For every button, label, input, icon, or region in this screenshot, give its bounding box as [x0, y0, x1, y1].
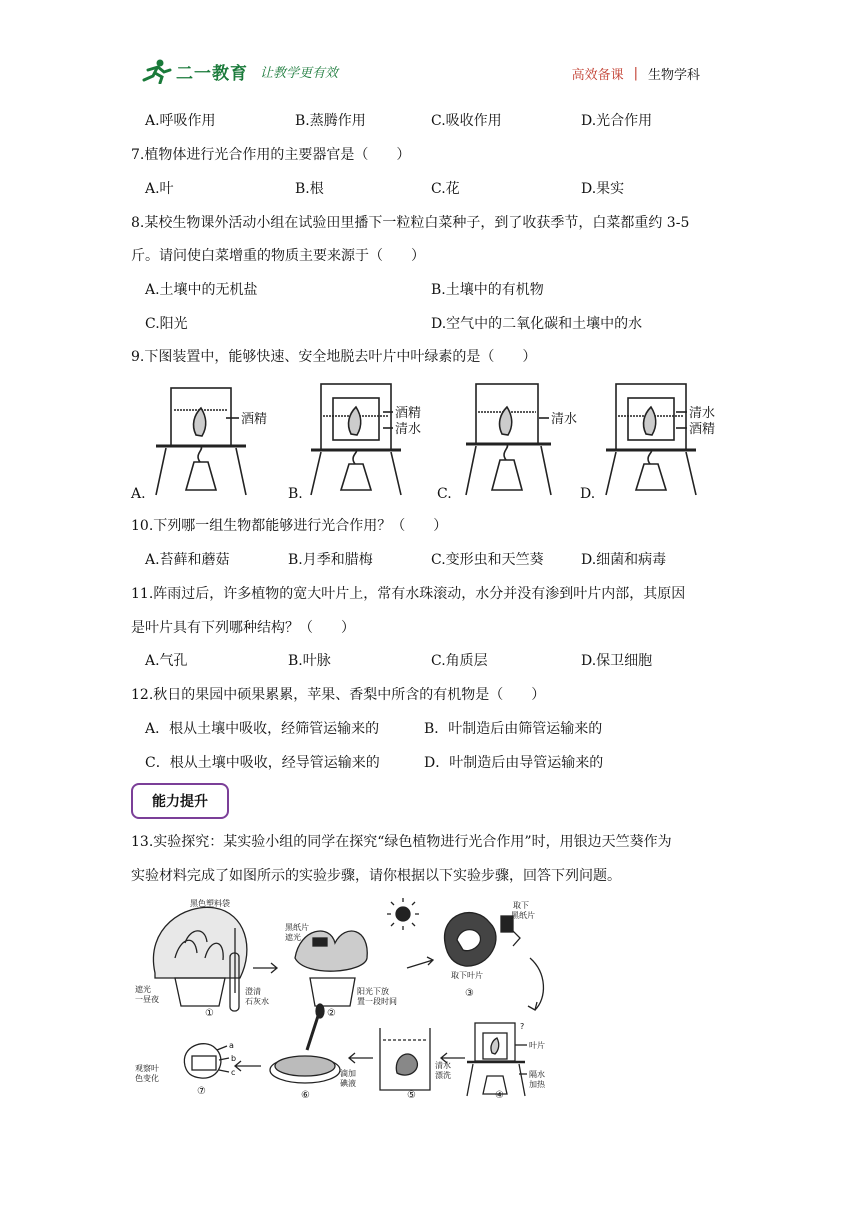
q12-option-a: A．根从土壤中吸收，经筛管运输来的 — [145, 721, 380, 737]
q11-option-a: A.气孔 — [145, 653, 188, 669]
q9-c-water-label: 清水 — [551, 412, 578, 427]
q6-option-a: A.呼吸作用 — [145, 113, 216, 129]
q8-option-d: D.空气中的二氧化碳和土壤中的水 — [431, 316, 643, 332]
observe-label-1: 观察叶 — [135, 1064, 159, 1073]
q13-experiment-figure — [135, 898, 565, 1098]
q8-text-line2: 斤。请问使白菜增重的物质主要来源于（ ） — [131, 248, 425, 264]
paper-label-2: 遮光 — [285, 933, 301, 942]
header-subject — [572, 64, 700, 83]
header-tag: 高效备课 — [571, 68, 624, 83]
runner-logo-icon — [140, 58, 172, 84]
q10-text: 10.下列哪一组生物都能够进行光合作用？（ ） — [131, 518, 448, 534]
q9-label-b: B. — [288, 486, 303, 502]
heat-label-1: 隔水 — [529, 1070, 545, 1079]
experiment-steps-diagram — [135, 898, 565, 1098]
q8-option-c: C.阳光 — [145, 316, 188, 332]
q9-label-a: A. — [131, 486, 146, 502]
limewater-label-2: 石灰水 — [245, 997, 269, 1006]
q7-option-b: B.根 — [295, 181, 324, 197]
dark-label-2: 一昼夜 — [135, 995, 159, 1004]
q6-option-c: C.吸收作用 — [431, 113, 502, 129]
q10-option-c: C.变形虫和天竺葵 — [431, 552, 544, 568]
q12-option-b: B．叶制造后由筛管运输来的 — [424, 721, 603, 737]
q9-label-d: D. — [580, 486, 596, 502]
q10-option-a: A.苔藓和蘑菇 — [145, 552, 230, 568]
brand-slogan: 让教学更有效 — [260, 65, 339, 81]
q9-d-water-label: 清水 — [689, 406, 716, 421]
question-mark-label: ? — [520, 1022, 525, 1031]
q8-option-a: A.土壤中的无机盐 — [145, 282, 258, 298]
q12-text: 12.秋日的果园中硕果累累，苹果、香梨中所含的有机物是（ ） — [131, 687, 546, 703]
page-header — [140, 58, 700, 90]
remove-paper-label-2: 黑纸片 — [511, 911, 535, 920]
q11-text-line2: 是叶片具有下列哪种结构？（ ） — [131, 620, 355, 636]
remove-paper-label-1: 取下 — [513, 901, 529, 910]
q12-option-c: C．根从土壤中吸收，经导管运输来的 — [145, 755, 380, 771]
q11-option-b: B.叶脉 — [288, 653, 331, 669]
heat-label-2: 加热 — [529, 1080, 545, 1089]
q9-a-alcohol-label: 酒精 — [241, 412, 268, 427]
step-3-number: ③ — [465, 988, 474, 999]
step-2-number: ② — [327, 1008, 336, 1019]
q6-option-b: B.蒸腾作用 — [295, 113, 366, 129]
q7-option-a: A.叶 — [145, 181, 174, 197]
q10-option-b: B.月季和腊梅 — [288, 552, 373, 568]
rinse-label-2: 漂洗 — [435, 1071, 451, 1080]
q6-option-d: D.光合作用 — [581, 113, 653, 129]
header-separator: | — [633, 66, 638, 81]
q9-text: 9.下图装置中，能够快速、安全地脱去叶片中叶绿素的是（ ） — [131, 349, 537, 365]
observe-label-2: 色变化 — [135, 1074, 159, 1083]
q11-text-line1: 11.阵雨过后，许多植物的宽大叶片上，常有水珠滚动，水分并没有渗到叶片内部，其原因 — [131, 586, 686, 602]
dark-label-1: 遮光 — [135, 985, 151, 994]
sun-label-1: 阳光下放 — [357, 987, 389, 996]
alcohol-bath-diagram — [131, 380, 731, 505]
q11-option-d: D.保卫细胞 — [581, 653, 653, 669]
mark-a-label: a — [229, 1041, 234, 1050]
q8-text-line1: 8.某校生物课外活动小组在试验田里播下一粒粒白菜种子，到了收获季节，白菜都重约 3-5 — [131, 215, 690, 231]
leaf-label: 叶片 — [529, 1041, 545, 1050]
q9-d-alcohol-label: 酒精 — [689, 422, 716, 437]
header-subject-name: 生物学科 — [647, 68, 700, 83]
q7-option-d: D.果实 — [581, 181, 625, 197]
q9-apparatus-figure — [131, 380, 731, 505]
logo — [140, 58, 338, 84]
q9-b-water-label: 清水 — [395, 422, 422, 437]
q10-option-d: D.细菌和病毒 — [581, 552, 667, 568]
step-6-number: ⑥ — [301, 1090, 310, 1098]
bag-label: 黑色塑料袋 — [190, 899, 230, 908]
section-ability-heading: 能力提升 — [131, 783, 229, 819]
q12-option-d: D．叶制造后由导管运输来的 — [424, 755, 604, 771]
q7-option-c: C.花 — [431, 181, 460, 197]
remove-leaf-label: 取下叶片 — [451, 971, 483, 980]
paper-label-1: 黑纸片 — [285, 923, 309, 932]
limewater-label-1: 澄清 — [245, 987, 261, 996]
sun-label-2: 置一段时间 — [357, 997, 397, 1006]
drip-label-2: 碘液 — [340, 1079, 356, 1088]
q11-option-c: C.角质层 — [431, 653, 488, 669]
step-5-number: ⑤ — [407, 1090, 416, 1098]
mark-b-label: b — [231, 1054, 237, 1063]
q13-text-line2: 实验材料完成了如图所示的实验步骤，请你根据以下实验步骤，回答下列问题。 — [131, 868, 621, 884]
brand-name: 二一教育 — [176, 63, 248, 84]
step-1-number: ① — [205, 1008, 214, 1019]
q13-text-line1: 13.实验探究：某实验小组的同学在探究“绿色植物进行光合作用”时，用银边天竺葵作为 — [131, 834, 672, 850]
q9-label-c: C. — [437, 486, 452, 502]
q8-option-b: B.土壤中的有机物 — [431, 282, 544, 298]
mark-c-label: c — [231, 1068, 236, 1077]
step-7-number: ⑦ — [197, 1086, 206, 1097]
q7-text: 7.植物体进行光合作用的主要器官是（ ） — [131, 147, 411, 163]
rinse-label-1: 清水 — [435, 1061, 451, 1070]
drip-label-1: 滴加 — [340, 1069, 356, 1078]
q9-b-alcohol-label: 酒精 — [395, 406, 422, 421]
step-4-number: ④ — [495, 1090, 504, 1098]
